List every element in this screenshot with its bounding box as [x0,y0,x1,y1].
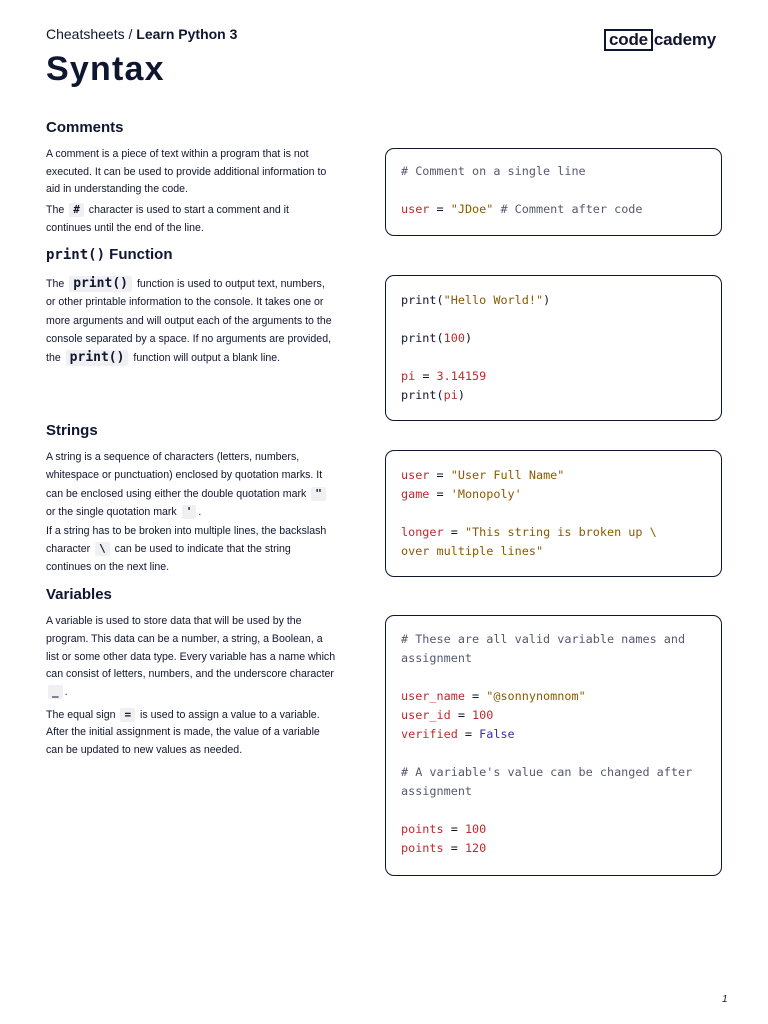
inline-code-single-quote: ' [182,505,197,519]
print-paragraph: The print() function is used to output text, numbers, or other printable information to the console. It takes one or more arguments and will output each of the arguments to the console separated by a space. If no arguments are provided, the print() function will output a blank line. [46,276,332,365]
inline-code-backslash: \ [95,542,110,556]
comments-heading: Comments [46,119,124,136]
code-line: # A variable's value can be changed after assignment [401,765,700,798]
breadcrumb-current: Learn Python 3 [136,26,238,42]
inline-code-equals: = [120,708,135,722]
logo-box-text: code [604,29,653,51]
print-code-block [385,275,722,421]
print-function-heading: print() Function [46,246,173,263]
variables-paragraph-2: The equal sign = is used to assign a value to a variable. After the initial assignment is made, the value of a variable can be updated to new values as needed. [46,708,320,756]
inline-code-print: print() [66,350,129,366]
comments-paragraph-1: A comment is a piece of text within a program that is not executed. It can be used to provide additional information to aid in understanding the code. [46,148,327,196]
page-number: 1 [722,994,728,1005]
code-line: user_name = "@sonnynomnom" [401,689,586,703]
variables-heading: Variables [46,586,112,603]
breadcrumb-separator: / [124,26,137,42]
variables-paragraph-1: A variable is used to store data that will be used by the program. This data can be a number, a string, a Boolean, a list or some other data type. Every variable has a name which can consist of letters, numbers, and the underscore character _ . [46,615,336,699]
strings-paragraph: A string is a sequence of characters (letters, numbers, whitespace or punctuation) enclosed by quotation marks. It can be enclosed using either the double quotation mark " or the single quotation mark ' . If a string has to be broken into multiple lines, the backslash character \ can be used to indicate that the string continues on the next line. [46,451,327,574]
code-line: over multiple lines" [401,544,544,558]
comments-code-block [385,148,722,236]
comments-paragraph-2: The # character is used to start a comment and it continues until the end of the line. [46,203,289,234]
inline-code-print: print() [69,276,132,292]
code-line: print("Hello World!") [401,293,551,307]
inline-code-hash: # [69,203,84,217]
code-line: # These are all valid variable names and assignment [401,632,693,665]
code-line: points = 100 [401,822,487,836]
inline-code-underscore: _ [48,685,63,699]
code-line: user = "JDoe" # Comment after code [401,202,643,216]
logo-rest-text: cademy [653,30,717,49]
strings-heading: Strings [46,422,98,439]
code-line: longer = "This string is broken up \ [401,525,657,539]
code-line: pi = 3.14159 [401,369,487,383]
breadcrumb-link-cheatsheets[interactable]: Cheatsheets [46,26,125,42]
code-line: user_id = 100 [401,708,494,722]
strings-code-block [385,450,722,577]
code-line: points = 120 [401,841,487,855]
page-title: Syntax [46,50,165,88]
code-line: verified = False [401,727,515,741]
code-line: game = 'Monopoly' [401,487,522,501]
code-line: print(pi) [401,388,465,402]
code-line: # Comment on a single line [401,164,586,178]
code-line: print(100) [401,331,473,345]
inline-code-double-quote: " [311,487,326,501]
code-line: user = "User Full Name" [401,468,565,482]
codecademy-logo[interactable] [604,29,716,51]
breadcrumb [46,26,237,42]
variables-code-block [385,615,722,876]
